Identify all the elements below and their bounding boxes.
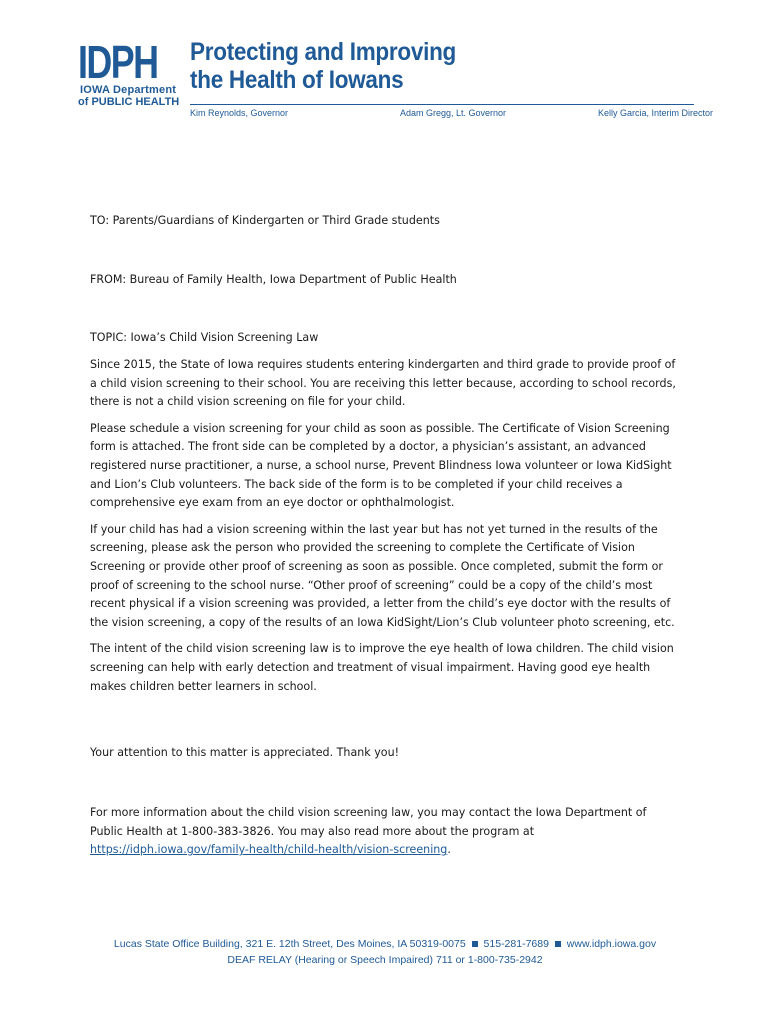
letter-paragraphs [90, 356, 680, 704]
letterhead-divider [190, 104, 694, 105]
footer-contact-line [0, 936, 770, 952]
paragraph: The intent of the child vision screening law is to improve the eye health of Iowa children. The child vision screening can help with early detection and treatment of visual impairment. Having good eye health makes children better learners in school. [90, 642, 674, 693]
logo-letters: IDPH [78, 36, 158, 88]
paragraph: If your child has had a vision screening within the last year but has not yet turned in the results of the screening, please ask the person who provided the screening to complete the Certificate of Vision Screening or provide other proof of screening as soon as possible. Once completed, submit the form or proof of screening to the school nurse. “Other proof of screening” could be a copy of the child’s most recent physical if a vision screening was provided, a letter from the child’s eye doctor with the results of the vision screening, a copy of the results of an Iowa KidSight/Lion’s Club volunteer photo screening, etc. [90, 522, 675, 629]
paragraph: Please schedule a vision screening for your child as soon as possible. The Certificate of Vision Screening form is attached. The front side can be completed by a doctor, a physician’s assistant, an advanced registered nurse practitioner, a nurse, a school nurse, Prevent Blindness Iowa volunteer or Iowa KidSight and Lion’s Club volunteers. The back side of the form is to be completed if your child receives a comprehensive eye exam from an eye doctor or ophthalmologist. [90, 421, 672, 510]
governor-name: Kim Reynolds, Governor [190, 108, 289, 118]
footer-phone: 515-281-7689 [483, 938, 549, 950]
logo-line-2: of PUBLIC HEALTH [78, 96, 180, 108]
idph-logo [78, 36, 180, 108]
footer-website[interactable]: www.idph.iowa.gov [566, 938, 657, 950]
tagline [190, 38, 456, 94]
letterhead [78, 36, 714, 128]
footer-deaf-relay: DEAF RELAY (Hearing or Speech Impaired) 711 or 1-800-735-2942 [227, 954, 543, 966]
bullet-square-icon [555, 941, 561, 947]
topic-line: TOPIC: Iowa’s Child Vision Screening Law [90, 331, 319, 344]
more-info-text: For more information about the child vision screening law, you may contact the Iowa Department of Public Health at 1-800-383-3826. You may also read more about the program at [90, 806, 647, 838]
thank-you-line: Your attention to this matter is appreciated. Thank you! [90, 746, 400, 759]
tagline-line-2: the Health of Iowans [190, 66, 404, 94]
from-line: FROM: Bureau of Family Health, Iowa Department of Public Health [90, 273, 457, 286]
bullet-square-icon [472, 941, 478, 947]
logo-line-1: IOWA Department [80, 84, 177, 96]
footer-address: Lucas State Office Building, 321 E. 12th Street, Des Moines, IA 50319-0075 [113, 938, 466, 950]
to-line: TO: Parents/Guardians of Kindergarten or Third Grade students [90, 214, 440, 227]
link-period: . [447, 843, 451, 857]
vision-screening-link[interactable]: https://idph.iowa.gov/family-health/child-health/vision-screening [90, 843, 448, 857]
director-name: Kelly Garcia, Interim Director [598, 108, 714, 118]
lt-governor-name: Adam Gregg, Lt. Governor [400, 108, 507, 118]
more-info-paragraph [90, 804, 680, 860]
tagline-line-1: Protecting and Improving [190, 38, 457, 66]
footer [0, 936, 770, 968]
paragraph: Since 2015, the State of Iowa requires students entering kindergarten and third grade to provide proof of a child vision screening to their school. You are receiving this letter because, according to school records, there is not a child vision screening on file for your child. [90, 358, 676, 409]
